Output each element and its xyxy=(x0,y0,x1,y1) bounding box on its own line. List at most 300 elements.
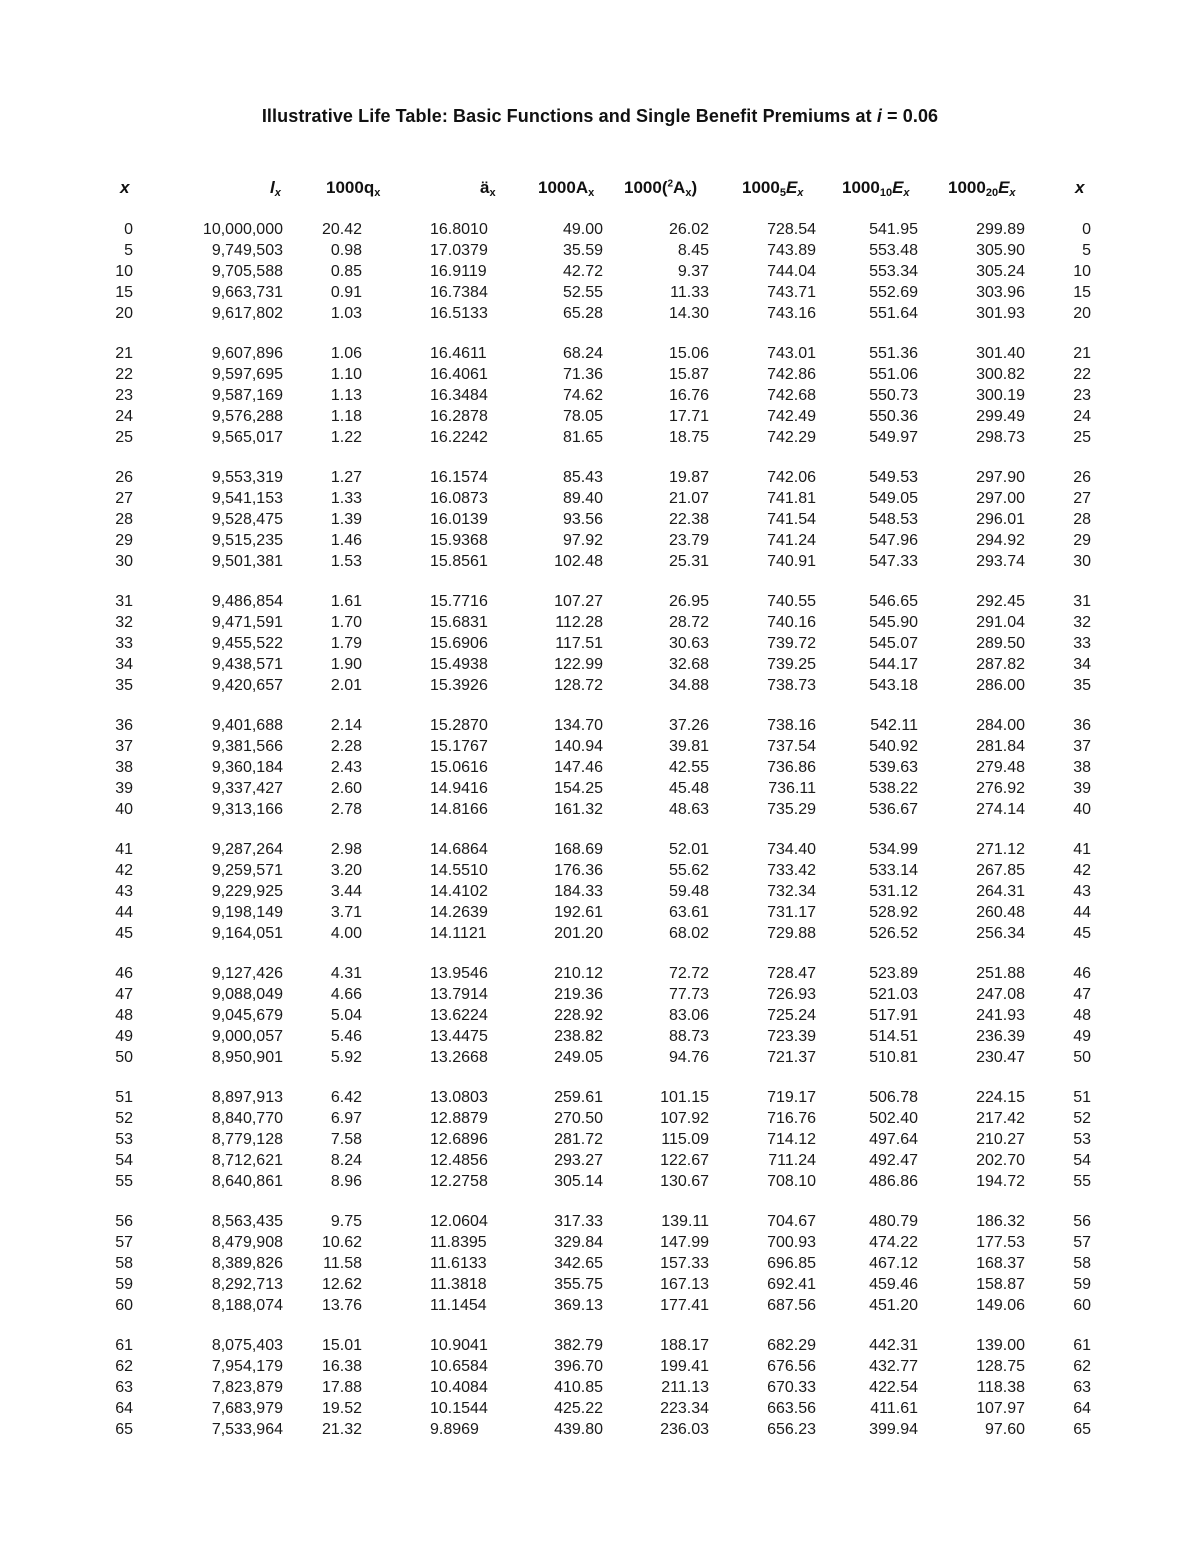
cell-E10: 551.06 xyxy=(869,365,918,383)
cell-age-left: 50 xyxy=(115,1048,133,1066)
cell-qx: 1.13 xyxy=(330,386,362,404)
cell-A2x: 11.33 xyxy=(670,283,709,301)
cell-E10: 521.03 xyxy=(869,985,918,1003)
cell-lx: 8,188,074 xyxy=(211,1296,283,1314)
cell-qx: 2.01 xyxy=(330,676,362,694)
cell-Ax: 210.12 xyxy=(554,965,603,982)
cell-age-left: 45 xyxy=(115,924,133,942)
cell-age-left: 58 xyxy=(115,1254,133,1272)
cell-annuity: 15.2870 xyxy=(430,717,488,734)
cell-lx: 9,501,381 xyxy=(211,552,283,570)
cell-E10: 548.53 xyxy=(869,510,918,528)
cell-age-right: 15 xyxy=(1073,283,1091,301)
cell-E10: 422.54 xyxy=(869,1378,918,1396)
cell-annuity: 15.0616 xyxy=(430,758,488,776)
cell-age-right: 46 xyxy=(1073,965,1091,982)
cell-E10: 506.78 xyxy=(869,1089,918,1106)
cell-A2x: 37.26 xyxy=(668,717,709,734)
cell-E5: 682.29 xyxy=(767,1337,816,1354)
cell-lx: 9,528,475 xyxy=(211,510,283,528)
cell-E10: 551.36 xyxy=(869,345,918,362)
cell-E10: 553.34 xyxy=(869,262,918,280)
cell-age-right: 64 xyxy=(1073,1399,1091,1417)
cell-lx: 8,712,621 xyxy=(211,1151,283,1169)
cell-E5: 741.24 xyxy=(767,531,816,549)
cell-A2x: 167.13 xyxy=(660,1275,709,1293)
cell-annuity: 15.1767 xyxy=(430,737,488,755)
cell-E5: 696.85 xyxy=(767,1254,816,1272)
cell-qx: 5.46 xyxy=(330,1027,362,1045)
cell-age-left: 30 xyxy=(115,552,133,570)
cell-E10: 536.67 xyxy=(869,800,918,818)
cell-A2x: 130.67 xyxy=(660,1172,709,1190)
cell-E20: 264.31 xyxy=(976,882,1025,900)
cell-Ax: 219.36 xyxy=(554,985,603,1003)
cell-qx: 3.44 xyxy=(330,882,362,900)
cell-age-right: 29 xyxy=(1073,531,1091,549)
cell-lx: 9,438,571 xyxy=(211,655,283,673)
cell-age-left: 61 xyxy=(115,1337,133,1354)
cell-E20: 217.42 xyxy=(976,1109,1025,1127)
cell-annuity: 15.4938 xyxy=(430,655,488,673)
cell-Ax: 342.65 xyxy=(554,1254,603,1272)
cell-annuity: 11.6133 xyxy=(430,1254,487,1272)
cell-E20: 158.87 xyxy=(976,1275,1025,1293)
cell-Ax: 201.20 xyxy=(554,924,603,942)
cell-Ax: 305.14 xyxy=(554,1172,603,1190)
header-E5-main: 1000 xyxy=(742,178,780,197)
cell-E5: 731.17 xyxy=(767,903,816,921)
cell-E20: 260.48 xyxy=(976,903,1025,921)
cell-E20: 107.97 xyxy=(976,1399,1025,1417)
header-x-left: x xyxy=(120,178,130,197)
cell-qx: 3.20 xyxy=(330,861,362,879)
header-E5-sub: 5 xyxy=(779,187,786,199)
cell-E20: 168.37 xyxy=(976,1254,1025,1272)
cell-lx: 8,075,403 xyxy=(211,1337,283,1354)
cell-A2x: 34.88 xyxy=(668,676,709,694)
cell-age-right: 0 xyxy=(1082,221,1091,238)
cell-qx: 2.28 xyxy=(330,737,362,755)
cell-Ax: 81.65 xyxy=(562,428,603,446)
cell-E5: 725.24 xyxy=(767,1006,816,1024)
header-E5-x: x xyxy=(797,187,804,199)
cell-E5: 656.23 xyxy=(767,1420,816,1438)
cell-A2x: 45.48 xyxy=(668,779,709,797)
cell-qx: 1.61 xyxy=(330,593,362,610)
cell-age-left: 42 xyxy=(115,861,133,879)
cell-annuity: 12.2758 xyxy=(430,1172,488,1190)
cell-annuity: 12.8879 xyxy=(430,1109,488,1127)
cell-E20: 186.32 xyxy=(976,1213,1025,1230)
cell-age-right: 33 xyxy=(1073,634,1091,652)
cell-E5: 714.12 xyxy=(767,1130,816,1148)
cell-A2x: 157.33 xyxy=(660,1254,709,1272)
cell-annuity: 15.9368 xyxy=(430,531,488,549)
cell-lx: 9,198,149 xyxy=(211,903,283,921)
cell-A2x: 236.03 xyxy=(660,1420,709,1438)
cell-Ax: 249.05 xyxy=(554,1048,603,1066)
cell-E20: 236.39 xyxy=(976,1027,1025,1045)
cell-age-right: 26 xyxy=(1073,469,1091,486)
cell-E10: 474.22 xyxy=(869,1233,918,1251)
cell-age-right: 35 xyxy=(1073,676,1091,694)
header-qx-main: 1000q xyxy=(326,178,375,197)
cell-qx: 6.42 xyxy=(330,1089,362,1106)
cell-E10: 538.22 xyxy=(869,779,918,797)
cell-E10: 546.65 xyxy=(869,593,918,610)
cell-qx: 4.00 xyxy=(330,924,362,942)
cell-age-left: 52 xyxy=(115,1109,133,1127)
cell-E10: 545.90 xyxy=(869,613,918,631)
cell-age-left: 21 xyxy=(115,345,133,362)
cell-A2x: 25.31 xyxy=(668,552,709,570)
cell-Ax: 102.48 xyxy=(554,552,603,570)
cell-Ax: 140.94 xyxy=(554,737,603,755)
cell-age-right: 50 xyxy=(1073,1048,1091,1066)
cell-age-left: 46 xyxy=(115,965,133,982)
cell-A2x: 63.61 xyxy=(668,903,709,921)
cell-Ax: 184.33 xyxy=(554,882,603,900)
cell-qx: 1.06 xyxy=(330,345,362,362)
cell-age-left: 60 xyxy=(115,1296,133,1314)
cell-E10: 551.64 xyxy=(869,304,918,322)
cell-E5: 742.86 xyxy=(767,365,816,383)
cell-age-right: 30 xyxy=(1073,552,1091,570)
cell-age-left: 32 xyxy=(115,613,133,631)
cell-Ax: 259.61 xyxy=(554,1089,603,1106)
cell-annuity: 11.1454 xyxy=(430,1296,487,1314)
cell-lx: 8,479,908 xyxy=(211,1233,283,1251)
cell-lx: 9,541,153 xyxy=(211,489,283,507)
cell-age-left: 22 xyxy=(115,365,133,383)
cell-qx: 1.90 xyxy=(330,655,362,673)
cell-E5: 733.42 xyxy=(767,861,816,879)
cell-E20: 305.24 xyxy=(976,262,1025,280)
cell-lx: 9,607,896 xyxy=(211,345,283,362)
cell-lx: 9,565,017 xyxy=(211,428,283,446)
cell-annuity: 9.8969 xyxy=(430,1420,479,1438)
cell-Ax: 85.43 xyxy=(562,469,603,486)
cell-E10: 523.89 xyxy=(869,965,918,982)
header-A2x-sub: x xyxy=(685,187,692,199)
cell-E10: 534.99 xyxy=(869,841,918,858)
cell-lx: 9,259,571 xyxy=(211,861,283,879)
cell-age-right: 24 xyxy=(1073,407,1091,425)
cell-E10: 541.95 xyxy=(869,221,918,238)
title-prefix: Illustrative Life Table: Basic Functions and Single Benefit Premiums at xyxy=(261,106,877,126)
cell-annuity: 16.5133 xyxy=(430,304,488,322)
header-A2x-pre: 1000( xyxy=(624,178,668,197)
cell-qx: 1.46 xyxy=(330,531,362,549)
cell-E20: 210.27 xyxy=(976,1130,1025,1148)
cell-lx: 7,823,879 xyxy=(211,1378,283,1396)
cell-lx: 9,045,679 xyxy=(211,1006,283,1024)
cell-lx: 9,401,688 xyxy=(211,717,283,734)
cell-A2x: 21.07 xyxy=(668,489,709,507)
cell-lx: 8,950,901 xyxy=(211,1048,283,1066)
cell-E5: 740.55 xyxy=(767,593,816,610)
cell-A2x: 72.72 xyxy=(668,965,709,982)
cell-E20: 296.01 xyxy=(976,510,1025,528)
cell-annuity: 16.0873 xyxy=(430,489,488,507)
cell-A2x: 177.41 xyxy=(660,1296,709,1314)
cell-A2x: 147.99 xyxy=(660,1233,709,1251)
cell-Ax: 270.50 xyxy=(554,1109,603,1127)
cell-age-left: 55 xyxy=(115,1172,133,1190)
cell-lx: 9,127,426 xyxy=(211,965,283,982)
cell-qx: 20.42 xyxy=(321,221,362,238)
cell-qx: 0.98 xyxy=(330,241,362,259)
cell-E5: 743.16 xyxy=(767,304,816,322)
cell-age-left: 0 xyxy=(124,221,133,238)
cell-E10: 531.12 xyxy=(869,882,918,900)
cell-A2x: 48.63 xyxy=(668,800,709,818)
cell-E10: 543.18 xyxy=(869,676,918,694)
cell-annuity: 10.4084 xyxy=(430,1378,488,1396)
cell-E20: 305.90 xyxy=(976,241,1025,259)
cell-lx: 9,576,288 xyxy=(211,407,283,425)
cell-Ax: 107.27 xyxy=(554,593,603,610)
cell-E20: 271.12 xyxy=(976,841,1025,858)
cell-age-left: 63 xyxy=(115,1378,133,1396)
cell-E5: 738.73 xyxy=(767,676,816,694)
cell-A2x: 8.45 xyxy=(677,241,709,259)
cell-age-left: 65 xyxy=(115,1420,133,1438)
header-qx-sub: x xyxy=(374,187,381,199)
cell-annuity: 16.3484 xyxy=(430,386,488,404)
cell-E20: 118.38 xyxy=(977,1378,1025,1396)
cell-lx: 9,337,427 xyxy=(211,779,283,797)
cell-E20: 299.89 xyxy=(976,221,1025,238)
cell-E5: 738.16 xyxy=(767,717,816,734)
cell-E20: 247.08 xyxy=(976,985,1025,1003)
cell-E5: 687.56 xyxy=(767,1296,816,1314)
cell-Ax: 65.28 xyxy=(562,304,603,322)
cell-Ax: 176.36 xyxy=(554,861,603,879)
header-E20-main: 1000 xyxy=(948,178,986,197)
cell-lx: 9,587,169 xyxy=(211,386,283,404)
cell-annuity: 15.7716 xyxy=(430,593,488,610)
cell-E10: 549.97 xyxy=(869,428,918,446)
cell-A2x: 28.72 xyxy=(668,613,709,631)
cell-qx: 19.52 xyxy=(321,1399,362,1417)
cell-E20: 297.90 xyxy=(976,469,1025,486)
cell-age-right: 36 xyxy=(1073,717,1091,734)
cell-E5: 741.81 xyxy=(767,489,816,507)
cell-A2x: 199.41 xyxy=(660,1357,709,1375)
cell-E20: 287.82 xyxy=(976,655,1025,673)
cell-A2x: 16.76 xyxy=(668,386,709,404)
cell-age-right: 42 xyxy=(1073,861,1091,879)
cell-E5: 726.93 xyxy=(767,985,816,1003)
cell-qx: 2.98 xyxy=(330,841,362,858)
cell-E5: 716.76 xyxy=(767,1109,816,1127)
cell-age-right: 57 xyxy=(1073,1233,1091,1251)
header-E10-sub: 10 xyxy=(879,187,893,199)
cell-E5: 723.39 xyxy=(767,1027,816,1045)
cell-age-left: 38 xyxy=(115,758,133,776)
cell-E20: 301.93 xyxy=(976,304,1025,322)
cell-age-right: 45 xyxy=(1073,924,1091,942)
header-E10-x: x xyxy=(903,187,910,199)
cell-annuity: 13.7914 xyxy=(430,985,488,1003)
cell-E10: 549.05 xyxy=(869,489,918,507)
header-x-right: x xyxy=(1075,178,1085,197)
cell-Ax: 147.46 xyxy=(554,758,603,776)
cell-age-right: 65 xyxy=(1073,1420,1091,1438)
cell-E20: 224.15 xyxy=(976,1089,1025,1106)
header-lx-sub: x xyxy=(274,187,281,199)
cell-E10: 533.14 xyxy=(869,861,918,879)
cell-lx: 9,471,591 xyxy=(211,613,283,631)
cell-A2x: 26.95 xyxy=(668,593,709,610)
cell-lx: 7,683,979 xyxy=(211,1399,283,1417)
cell-qx: 1.79 xyxy=(330,634,362,652)
cell-age-left: 59 xyxy=(115,1275,133,1293)
cell-age-left: 57 xyxy=(115,1233,133,1251)
cell-E20: 300.82 xyxy=(976,365,1025,383)
cell-annuity: 13.2668 xyxy=(430,1048,488,1066)
cell-E5: 732.34 xyxy=(767,882,816,900)
cell-E10: 550.73 xyxy=(869,386,918,404)
cell-lx: 9,164,051 xyxy=(211,924,283,942)
cell-E10: 467.12 xyxy=(869,1254,918,1272)
cell-A2x: 9.37 xyxy=(677,262,709,280)
cell-lx: 8,563,435 xyxy=(211,1213,283,1230)
cell-A2x: 88.73 xyxy=(668,1027,709,1045)
cell-age-right: 37 xyxy=(1073,737,1091,755)
header-lx-letter: l xyxy=(270,178,275,197)
cell-A2x: 122.67 xyxy=(660,1151,709,1169)
cell-age-left: 64 xyxy=(115,1399,133,1417)
cell-E10: 432.77 xyxy=(869,1357,918,1375)
cell-lx: 9,088,049 xyxy=(211,985,283,1003)
cell-A2x: 52.01 xyxy=(668,841,709,858)
cell-lx: 9,705,588 xyxy=(211,262,283,280)
cell-E5: 736.11 xyxy=(768,779,816,797)
cell-qx: 13.76 xyxy=(321,1296,362,1314)
cell-annuity: 16.8010 xyxy=(430,221,488,238)
cell-annuity: 16.2242 xyxy=(430,428,488,446)
cell-lx: 9,663,731 xyxy=(211,283,283,301)
cell-age-left: 24 xyxy=(115,407,133,425)
cell-age-left: 53 xyxy=(115,1130,133,1148)
cell-E20: 289.50 xyxy=(976,634,1025,652)
cell-qx: 10.62 xyxy=(321,1233,362,1251)
cell-age-left: 5 xyxy=(124,241,133,259)
cell-E20: 294.92 xyxy=(976,531,1025,549)
cell-age-right: 44 xyxy=(1073,903,1091,921)
cell-E20: 293.74 xyxy=(976,552,1025,570)
cell-age-left: 10 xyxy=(115,262,133,280)
cell-qx: 2.78 xyxy=(330,800,362,818)
cell-qx: 1.33 xyxy=(330,489,362,507)
cell-A2x: 188.17 xyxy=(660,1337,709,1354)
cell-A2x: 39.81 xyxy=(668,737,709,755)
cell-A2x: 42.55 xyxy=(668,758,709,776)
cell-E10: 497.64 xyxy=(869,1130,918,1148)
cell-annuity: 11.3818 xyxy=(430,1275,487,1293)
cell-E20: 267.85 xyxy=(976,861,1025,879)
cell-lx: 9,000,057 xyxy=(211,1027,283,1045)
cell-E5: 708.10 xyxy=(767,1172,816,1190)
cell-annuity: 14.4102 xyxy=(430,882,488,900)
cell-age-left: 33 xyxy=(115,634,133,652)
header-E10-E: E xyxy=(892,178,904,197)
cell-age-right: 53 xyxy=(1073,1130,1091,1148)
cell-age-right: 22 xyxy=(1073,365,1091,383)
cell-E5: 742.49 xyxy=(767,407,816,425)
cell-E10: 526.52 xyxy=(869,924,918,942)
cell-age-left: 39 xyxy=(115,779,133,797)
cell-age-right: 31 xyxy=(1073,593,1091,610)
cell-annuity: 12.4856 xyxy=(430,1151,488,1169)
cell-age-left: 23 xyxy=(115,386,133,404)
cell-A2x: 59.48 xyxy=(668,882,709,900)
cell-Ax: 78.05 xyxy=(562,407,603,425)
cell-E10: 517.91 xyxy=(869,1006,918,1024)
header-Ax-sub: x xyxy=(588,187,595,199)
cell-E5: 743.01 xyxy=(767,345,816,362)
cell-annuity: 10.6584 xyxy=(430,1357,488,1375)
cell-E20: 97.60 xyxy=(984,1420,1025,1438)
cell-qx: 2.14 xyxy=(330,717,362,734)
cell-lx: 9,381,566 xyxy=(211,737,283,755)
cell-age-left: 31 xyxy=(115,593,133,610)
cell-E5: 744.04 xyxy=(767,262,816,280)
cell-Ax: 49.00 xyxy=(562,221,603,238)
cell-qx: 3.71 xyxy=(330,903,362,921)
cell-E10: 480.79 xyxy=(869,1213,918,1230)
cell-lx: 9,287,264 xyxy=(211,841,283,858)
title-suffix: = 0.06 xyxy=(881,106,939,126)
cell-qx: 12.62 xyxy=(321,1275,362,1293)
cell-A2x: 32.68 xyxy=(668,655,709,673)
cell-age-left: 48 xyxy=(115,1006,133,1024)
cell-Ax: 93.56 xyxy=(562,510,603,528)
cell-annuity: 14.2639 xyxy=(430,903,488,921)
cell-age-left: 41 xyxy=(115,841,133,858)
title-variable: i xyxy=(876,106,882,126)
cell-qx: 2.43 xyxy=(330,758,362,776)
cell-Ax: 192.61 xyxy=(554,903,603,921)
cell-annuity: 14.8166 xyxy=(430,800,488,818)
cell-A2x: 115.09 xyxy=(661,1130,709,1148)
cell-lx: 9,420,657 xyxy=(211,676,283,694)
cell-E5: 704.67 xyxy=(767,1213,816,1230)
cell-E5: 719.17 xyxy=(767,1089,816,1106)
cell-lx: 8,779,128 xyxy=(211,1130,283,1148)
cell-E10: 514.51 xyxy=(869,1027,918,1045)
cell-age-right: 27 xyxy=(1073,489,1091,507)
cell-A2x: 83.06 xyxy=(668,1006,709,1024)
cell-E5: 721.37 xyxy=(767,1048,816,1066)
header-E10-main: 1000 xyxy=(842,178,880,197)
cell-Ax: 68.24 xyxy=(562,345,603,362)
cell-lx: 9,486,854 xyxy=(211,593,283,610)
cell-lx: 9,597,695 xyxy=(211,365,283,383)
cell-lx: 9,455,522 xyxy=(211,634,283,652)
cell-Ax: 71.36 xyxy=(562,365,603,383)
cell-A2x: 26.02 xyxy=(668,221,709,238)
cell-age-left: 15 xyxy=(115,283,133,301)
cell-age-left: 34 xyxy=(115,655,133,673)
cell-A2x: 94.76 xyxy=(668,1048,709,1066)
cell-age-right: 20 xyxy=(1073,304,1091,322)
cell-Ax: 122.99 xyxy=(554,655,603,673)
cell-A2x: 22.38 xyxy=(668,510,709,528)
